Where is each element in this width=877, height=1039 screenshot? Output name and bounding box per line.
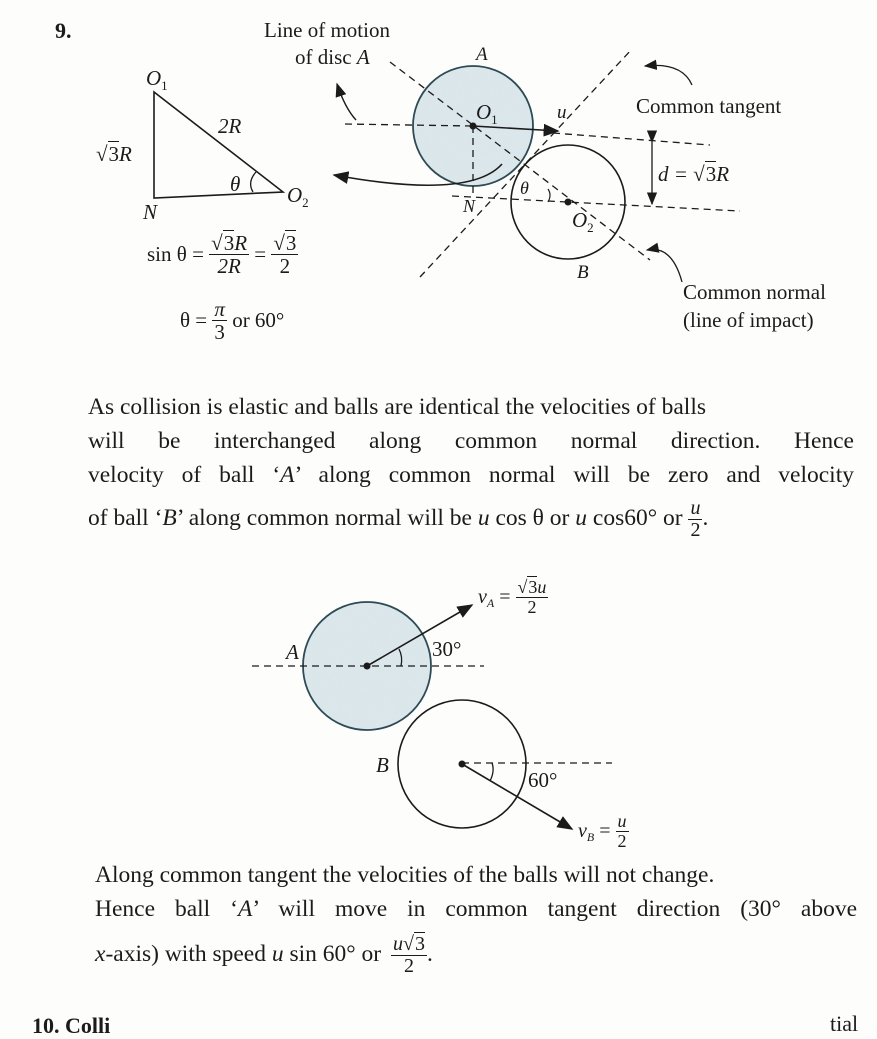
triangle-vertex-o1: $O_1$ <box>146 66 168 94</box>
paragraph-2-line-2: Hence ball ‘A’ will move in common tangent direction (30° above <box>95 896 857 922</box>
problem-number: 9. <box>55 18 72 43</box>
triangle-vertical-side: √3R <box>96 142 132 166</box>
label-common-normal-1: Common normal <box>683 280 826 304</box>
label-vb: $v_B$ = $\frac{u}{2}$ <box>578 811 627 851</box>
label-va: $v_A$ = $\frac{√3u}{2}$ <box>478 577 547 617</box>
pointer-common-normal <box>647 249 682 282</box>
label-line-of-motion-2: of disc A <box>295 45 370 69</box>
triangle-vertex-o2: $O_2$ <box>287 183 309 211</box>
label-common-tangent: Common tangent <box>636 94 782 118</box>
label-angle-30: 30° <box>432 637 462 661</box>
next-problem-tail: tial <box>830 1011 859 1036</box>
center-o2-dot <box>565 199 572 206</box>
label-ball-a: A <box>286 640 299 664</box>
next-problem-fragment: 10. Colli <box>32 1013 111 1038</box>
label-o1: $O_1$ <box>476 100 498 128</box>
label-n: N <box>463 196 476 216</box>
theta-value-equation: θ = $\frac{\pi}{3}$ or 60° <box>180 297 285 345</box>
angle-60-arc <box>490 763 493 781</box>
label-line-of-motion-1: Line of motion <box>264 18 390 42</box>
paragraph-2-line-1: Along common tangent the velocities of the balls will not change. <box>95 862 715 888</box>
label-angle-60: 60° <box>528 768 558 792</box>
paragraph-1-line-2: will be interchanged along common normal direction. Hence <box>88 428 854 454</box>
pointer-common-tangent <box>645 65 692 85</box>
triangle-vertex-n: N <box>143 200 158 224</box>
sin-theta-equation: sin θ = $\frac{√3R}{2R}$ = $\frac{√3}{2}$ <box>147 231 297 279</box>
label-ball-b: B <box>376 753 389 777</box>
paragraph-1-line-1: As collision is elastic and balls are identical the velocities of balls <box>88 394 707 420</box>
label-disc-b: B <box>577 262 589 283</box>
angle-arc <box>251 172 256 192</box>
paragraph-1-line-4: of ball ‘B’ along common normal will be u cos θ or u cos60° or $\frac{u}{2}$ . <box>88 497 709 541</box>
paragraph-1-line-3: velocity of ball ‘A’ along common normal will be zero and velocity <box>88 462 854 488</box>
label-distance-d: d = √3R <box>658 162 730 186</box>
paragraph-1 <box>88 390 854 541</box>
pointer-line-of-motion <box>337 84 356 120</box>
paragraph-2 <box>95 858 857 977</box>
label-u: u <box>557 102 567 123</box>
label-common-normal-2: (line of impact) <box>683 308 814 332</box>
triangle-angle-theta: θ <box>230 172 241 196</box>
triangle <box>154 92 283 198</box>
paragraph-2-line-3: x-axis) with speed u sin 60° or $\frac{u√3}{2}$ . <box>95 933 433 977</box>
triangle-hypotenuse: 2R <box>218 114 242 138</box>
label-o2: $O_2$ <box>572 208 594 236</box>
label-disc-a: A <box>476 44 488 65</box>
label-theta-diagram: θ <box>520 178 529 198</box>
